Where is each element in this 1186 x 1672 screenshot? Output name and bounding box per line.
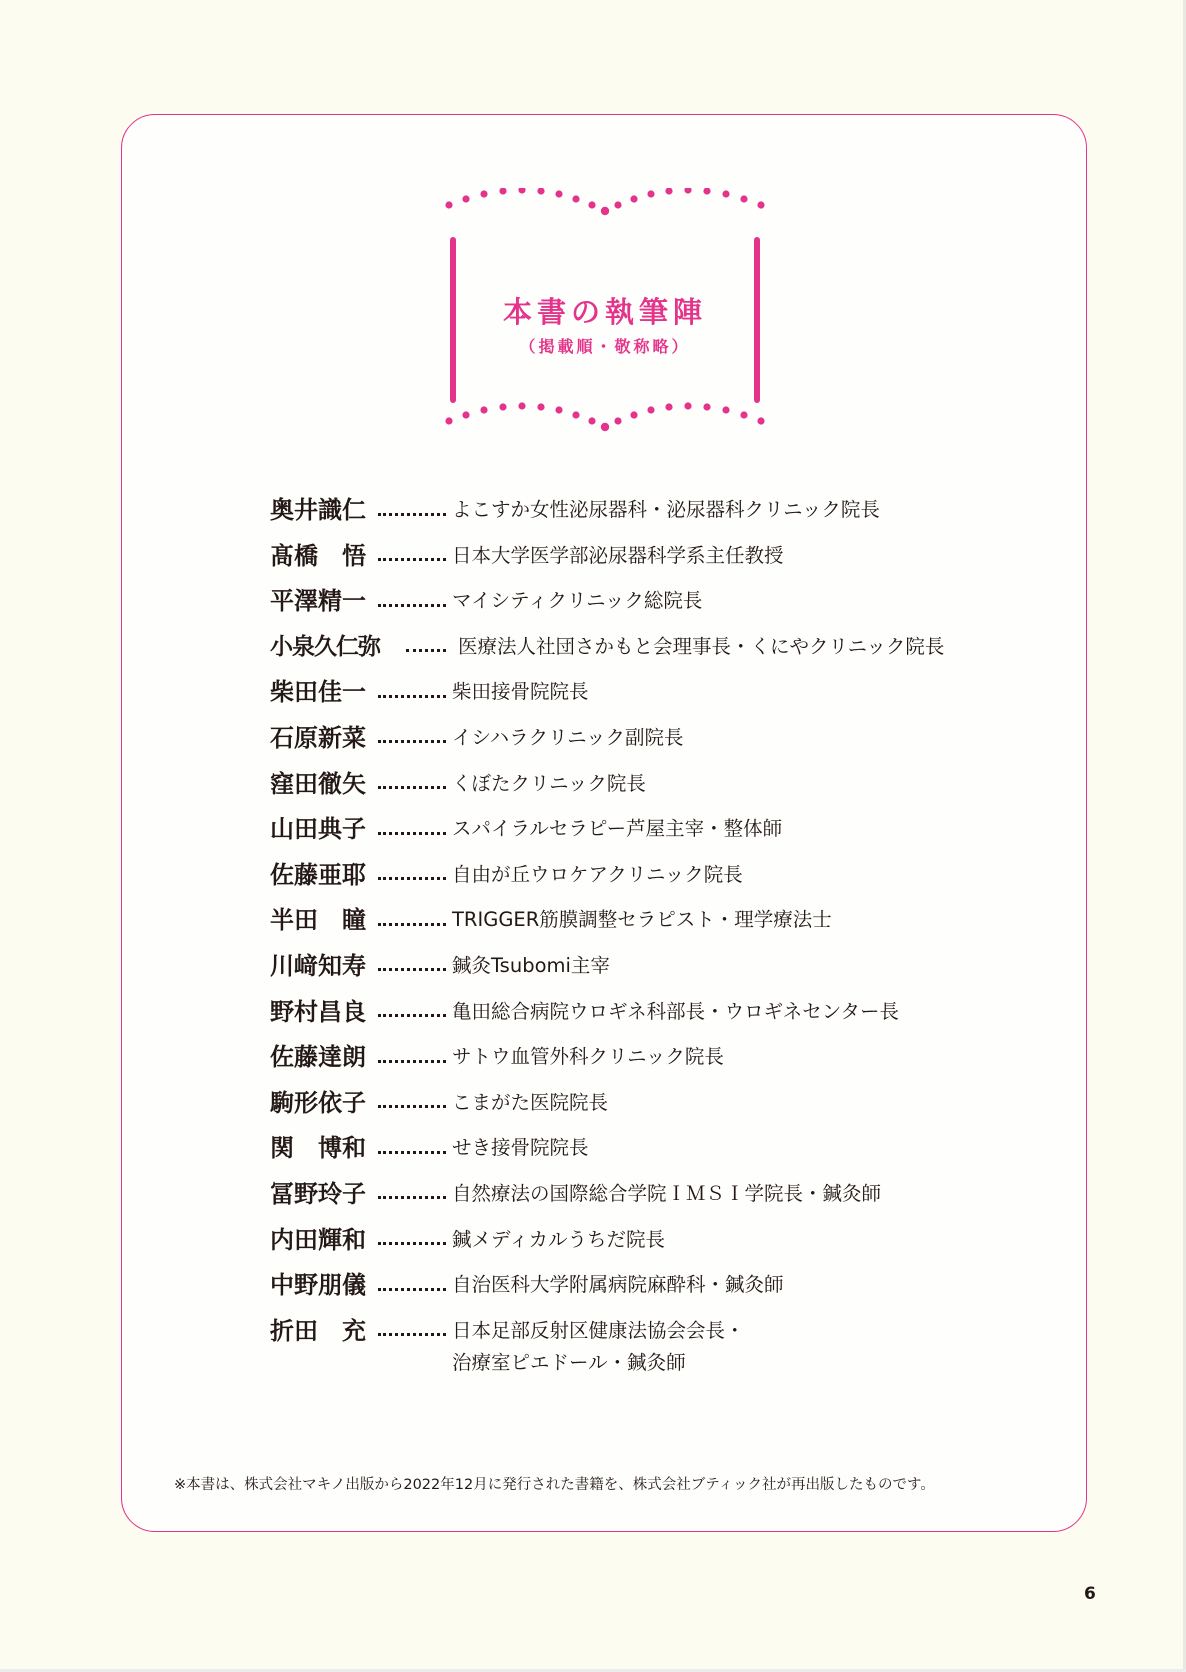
author-role: 鍼灸Tsubomi主宰 xyxy=(452,953,610,977)
author-name: 野村昌良 xyxy=(270,997,366,1026)
author-role: くぼたクリニック院長 xyxy=(452,771,646,795)
author-name: 平澤精一 xyxy=(270,587,366,616)
author-name: 駒形依子 xyxy=(270,1088,366,1117)
dot-leader xyxy=(374,676,452,708)
author-name: 川﨑知寿 xyxy=(270,951,366,980)
dot-leader xyxy=(374,859,452,891)
author-role: 自然療法の国際総合学院ＩＭＳＩ学院長・鍼灸師 xyxy=(452,1181,882,1205)
dot-leader xyxy=(374,768,452,800)
author-role: こまがた医院院長 xyxy=(452,1090,609,1114)
author-role: サトウ血管外科クリニック院長 xyxy=(452,1045,724,1069)
author-role xyxy=(452,1315,745,1379)
list-item xyxy=(270,904,1050,950)
author-name: 佐藤亜耶 xyxy=(270,860,366,889)
dot-leader xyxy=(380,631,458,663)
list-item xyxy=(270,494,1050,540)
list-item xyxy=(270,1178,1050,1224)
author-role: よこすか女性泌尿器科・泌尿器科クリニック院長 xyxy=(452,498,880,521)
page-number: 6 xyxy=(1084,1584,1096,1604)
dot-leader xyxy=(374,1132,452,1164)
list-item xyxy=(270,1041,1050,1087)
dot-leader xyxy=(374,1315,452,1347)
author-name: 山田典子 xyxy=(270,815,366,844)
author-name: 冨野玲子 xyxy=(270,1179,366,1208)
author-role-line2: 治療室ピエドール・鍼灸師 xyxy=(452,1350,686,1374)
list-item xyxy=(270,585,1050,631)
dot-leader xyxy=(374,1041,452,1073)
list-item xyxy=(270,950,1050,996)
author-name: 折田 充 xyxy=(270,1316,366,1345)
page-subtitle: （掲載順・敬称略） xyxy=(519,337,691,356)
author-role: 自治医科大学附属病院麻酔科・鍼灸師 xyxy=(452,1273,784,1297)
footnote: ※本書は、株式会社マキノ出版から2022年12月に発行された書籍を、株式会社ブティック社が再出版したものです。 xyxy=(174,1477,935,1493)
author-role: 日本大学医学部泌尿器科学系主任教授 xyxy=(452,543,784,567)
author-name: 柴田佳一 xyxy=(270,678,366,707)
dot-leader xyxy=(374,1224,452,1256)
dot-leader xyxy=(374,585,452,617)
author-role-line1: 日本足部反射区健康法協会会長・ xyxy=(452,1318,745,1342)
author-role: マイシティクリニック総院長 xyxy=(452,589,703,613)
author-name: 石原新菜 xyxy=(270,723,366,752)
author-role: 鍼メディカルうちだ院長 xyxy=(452,1227,665,1251)
author-name: 奥井識仁 xyxy=(270,496,366,524)
list-item xyxy=(270,631,1050,677)
author-name: 佐藤達朗 xyxy=(270,1043,366,1072)
dot-leader xyxy=(374,1178,452,1210)
dot-leader xyxy=(374,1269,452,1301)
dot-leader xyxy=(374,722,452,754)
list-item xyxy=(270,1087,1050,1133)
list-item xyxy=(270,859,1050,905)
list-item xyxy=(270,813,1050,859)
list-item xyxy=(270,722,1050,768)
author-role: 自由が丘ウロケアクリニック院長 xyxy=(452,862,743,886)
list-item xyxy=(270,1224,1050,1270)
author-role: イシハラクリニック副院長 xyxy=(452,725,684,749)
author-name: 中野朋儀 xyxy=(270,1271,366,1300)
author-role: せき接骨院院長 xyxy=(452,1136,589,1160)
author-name: 小泉久仁弥 xyxy=(270,633,380,660)
list-item xyxy=(270,1132,1050,1178)
dot-leader xyxy=(374,1087,452,1119)
author-role: 医療法人社団さかもと会理事長・くにやクリニック院長 xyxy=(458,634,945,658)
list-item xyxy=(270,676,1050,722)
author-name: 内田輝和 xyxy=(270,1225,366,1254)
dot-leader xyxy=(374,813,452,845)
author-name: 窪田徹矢 xyxy=(270,769,366,798)
author-name: 髙橋 悟 xyxy=(270,541,366,570)
list-item xyxy=(270,996,1050,1042)
author-role: スパイラルセラピー芦屋主宰・整体師 xyxy=(452,817,783,841)
author-list xyxy=(270,494,1050,1395)
author-name: 関 博和 xyxy=(270,1134,366,1163)
list-item xyxy=(270,540,1050,586)
author-name: 半田 瞳 xyxy=(270,906,366,935)
author-role: TRIGGER筋膜調整セラピスト・理学療法士 xyxy=(452,908,832,932)
list-item xyxy=(270,1269,1050,1315)
dot-leader xyxy=(374,494,452,526)
dot-leader xyxy=(374,996,452,1028)
author-role: 亀田総合病院ウロギネ科部長・ウロギネセンター長 xyxy=(452,999,899,1023)
dot-leader xyxy=(374,540,452,572)
author-role: 柴田接骨院院長 xyxy=(452,680,589,704)
dot-leader xyxy=(374,904,452,936)
page-title: 本書の執筆陣 xyxy=(502,295,707,329)
list-item xyxy=(270,1315,1050,1395)
list-item xyxy=(270,768,1050,814)
dot-leader xyxy=(374,950,452,982)
